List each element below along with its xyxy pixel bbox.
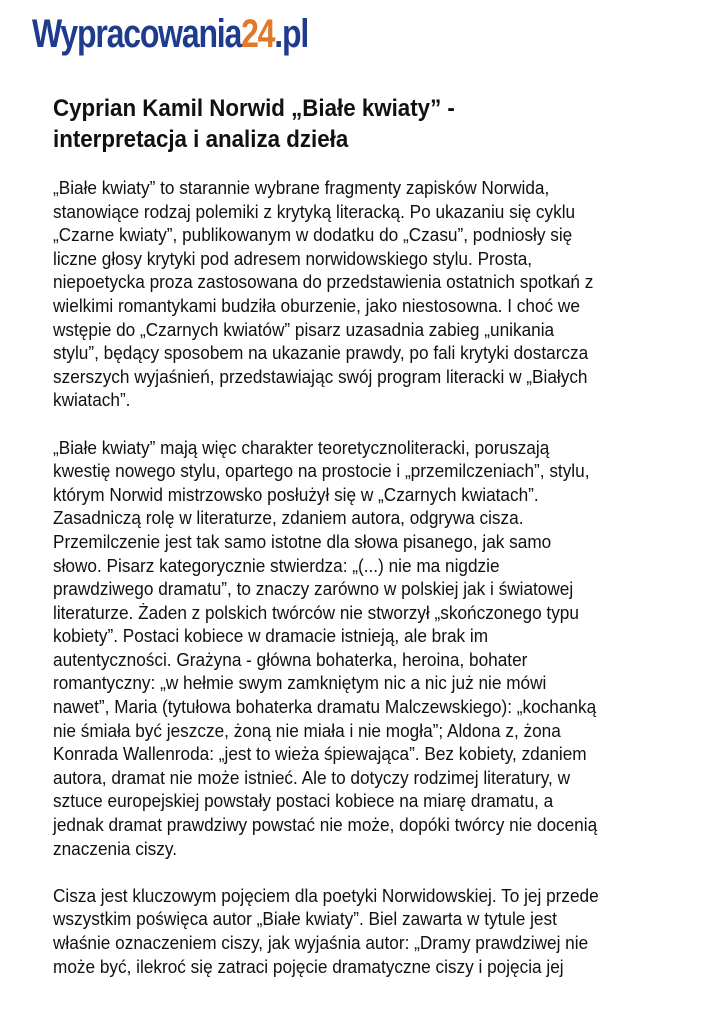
paragraph-line: romantyczny: „w hełmie swym zamkniętym nic a nic już nie mówi (53, 672, 547, 694)
paragraph-line: prawdziwego dramatu”, to znaczy zarówno w polskiej jak i światowej (53, 578, 574, 600)
paragraph (53, 436, 669, 861)
logo-text-24: 24 (241, 12, 275, 56)
paragraph (53, 884, 669, 978)
paragraph-line: znaczenia ciszy. (53, 837, 177, 859)
paragraph-line: kwestię nowego stylu, opartego na prostocie i „przemilczeniach”, stylu, (53, 460, 590, 482)
paragraph-line: stylu”, będący sposobem na ukazanie prawdy, po fali krytyki dostarcza (53, 342, 589, 364)
paragraph-line: kwiatach”. (53, 389, 131, 411)
paragraph (53, 176, 669, 412)
paragraph-line: liczne głosy krytyki pod adresem norwidowskiego stylu. Prosta, (53, 247, 533, 269)
paragraph-line: autentyczności. Grażyna - główna bohaterka, heroina, bohater (53, 648, 528, 670)
paragraph-line: niepoetycka proza zastosowana do przedstawienia ostatnich spotkań z (53, 271, 594, 293)
paragraph-line: „Białe kwiaty” mają więc charakter teoretycznoliteracki, poruszają (53, 436, 550, 458)
logo-text-wypracowania: Wypracowania (32, 12, 242, 56)
paragraph-line: kobiety”. Postaci kobiece w dramacie istnieją, ale brak im (53, 625, 489, 647)
paragraph-line: szerszych wyjaśnień, przedstawiając swój program literacki w „Białych (53, 365, 588, 387)
title-line: Cyprian Kamil Norwid „Białe kwiaty” - (53, 95, 455, 122)
article-body (53, 176, 669, 978)
paragraph-line: Przemilczenie jest tak samo istotne dla słowa pisanego, jak samo (53, 530, 552, 552)
paragraph-line: może być, ilekroć się zatraci pojęcie dramatyczne ciszy i pojęcia jej (53, 955, 564, 977)
paragraph-line: „Białe kwiaty” to starannie wybrane fragmenty zapisków Norwida, (53, 177, 550, 198)
paragraph-line: stanowiące rodzaj polemiki z krytyką literacką. Po ukazaniu się cyklu (53, 200, 576, 222)
paragraph-line: jednak dramat prawdziwy powstać nie może, dopóki twórcy nie docenią (53, 814, 598, 836)
paragraph-line: Konrada Wallenroda: „jest to wieża śpiewająca”. Bez kobiety, zdaniem (53, 743, 587, 765)
paragraph-line: sztuce europejskiej powstały postaci kobiece na miarę dramatu, a (53, 790, 554, 812)
paragraph-line: nawet”, Maria (tytułowa bohaterka dramatu Malczewskiego): „kochanką (53, 696, 597, 718)
title-line: interpretacja i analiza dzieła (53, 126, 349, 153)
paragraph-line: Zasadniczą rolę w literaturze, zdaniem autora, odgrywa cisza. (53, 507, 524, 529)
paragraph-line: wszystkim poświęca autor „Białe kwiaty”. Biel zawarta w tytule jest (53, 908, 557, 930)
paragraph-line: wstępie do „Czarnych kwiatów” pisarz uzasadnia zabieg „unikania (53, 318, 555, 340)
paragraph-line: literaturze. Żaden z polskich twórców nie stworzył „skończonego typu (53, 601, 579, 623)
paragraph-line: słowo. Pisarz kategorycznie stwierdza: „(...) nie ma nigdzie (53, 554, 500, 576)
page-title (53, 93, 648, 155)
site-logo[interactable] (32, 14, 308, 54)
logo-text-domain: .pl (274, 12, 309, 56)
paragraph-line: którym Norwid mistrzowsko posłużył się w „Czarnych kwiatach”. (53, 483, 539, 505)
paragraph-line: właśnie oznaczeniem ciszy, jak wyjaśnia autor: „Dramy prawdziwej nie (53, 932, 589, 953)
paragraph-line: wielkimi romantykami budziła oburzenie, jako niestosowna. I choć we (53, 294, 580, 316)
paragraph-line: Cisza jest kluczowym pojęciem dla poetyki Norwidowskiej. To jej przede (53, 884, 599, 906)
paragraph-line: nie śmiała być jeszcze, żoną nie miała i nie mogła”; Aldona z, żona (53, 719, 561, 741)
paragraph-line: autora, dramat nie może istnieć. Ale to dotyczy rodzimej literatury, w (53, 766, 571, 788)
paragraph-line: „Czarne kwiaty”, publikowanym w dodatku do „Czasu”, podniosły się (53, 224, 573, 246)
